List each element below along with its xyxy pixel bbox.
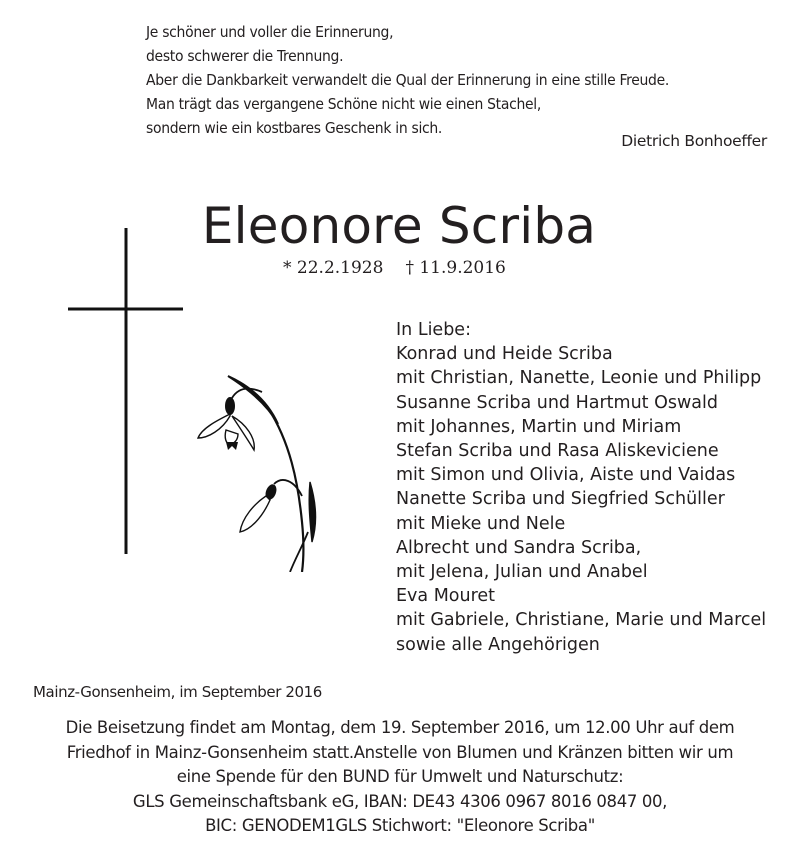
quote-line: desto schwerer die Trennung. bbox=[146, 47, 344, 65]
mourners-heading: In Liebe: bbox=[396, 320, 471, 340]
deceased-name: Eleonore Scriba bbox=[201, 197, 597, 255]
mourners-list bbox=[396, 318, 766, 657]
quote-line: Je schöner und voller die Erinnerung, bbox=[146, 23, 394, 41]
birth-date: 22.2.1928 bbox=[296, 258, 384, 278]
funeral-line: GLS Gemeinschaftsbank eG, IBAN: DE43 4306 0967 8016 0847 00, bbox=[132, 791, 668, 811]
cross-icon bbox=[68, 228, 188, 558]
death-date: 11.9.2016 bbox=[419, 258, 506, 278]
funeral-line: Die Beisetzung findet am Montag, dem 19. September 2016, um 12.00 Uhr auf dem bbox=[65, 718, 735, 737]
funeral-line: Friedhof in Mainz-Gonsenheim statt.Anstelle von Blumen und Kränzen bitten wir um bbox=[66, 742, 734, 762]
death-symbol: † bbox=[405, 258, 414, 278]
mourner-line: Susanne Scriba und Hartmut Oswald bbox=[396, 392, 718, 413]
funeral-notice bbox=[20, 716, 780, 839]
quote-line: Aber die Dankbarkeit verwandelt die Qual der Erinnerung in eine stille Freude. bbox=[146, 71, 669, 89]
mourner-line: mit Christian, Nanette, Leonie und Philipp bbox=[396, 368, 762, 389]
life-dates bbox=[283, 258, 506, 278]
quote-author: Dietrich Bonhoeffer bbox=[621, 132, 767, 150]
mourner-line: Albrecht und Sandra Scriba, bbox=[396, 537, 642, 558]
mourner-line: Stefan Scriba und Rasa Aliskeviciene bbox=[396, 441, 719, 462]
mourner-line: mit Simon und Olivia, Aiste und Vaidas bbox=[396, 465, 736, 486]
quote-line: sondern wie ein kostbares Geschenk in sich. bbox=[146, 119, 443, 137]
quote-line: Man trägt das vergangene Schöne nicht wie einen Stachel, bbox=[146, 95, 541, 113]
snowdrop-flower-icon bbox=[190, 372, 330, 572]
mourner-line: mit Johannes, Martin und Miriam bbox=[396, 416, 682, 437]
mourner-line: mit Gabriele, Christiane, Marie und Marcel bbox=[396, 610, 767, 631]
place-and-date: Mainz-Gonsenheim, im September 2016 bbox=[33, 683, 322, 701]
funeral-line: eine Spende für den BUND für Umwelt und Naturschutz: bbox=[176, 767, 624, 786]
bonhoeffer-quote bbox=[146, 20, 776, 140]
mourner-line: Eva Mouret bbox=[396, 586, 496, 607]
funeral-line: BIC: GENODEM1GLS Stichwort: "Eleonore Scriba" bbox=[205, 816, 595, 835]
mourner-line: Nanette Scriba und Siegfried Schüller bbox=[396, 489, 725, 510]
birth-symbol: * bbox=[283, 258, 292, 278]
mourner-line: mit Jelena, Julian und Anabel bbox=[396, 562, 648, 583]
mourner-line: sowie alle Angehörigen bbox=[396, 634, 600, 655]
mourner-line: Konrad und Heide Scriba bbox=[396, 344, 613, 365]
mourner-line: mit Mieke und Nele bbox=[396, 513, 566, 534]
